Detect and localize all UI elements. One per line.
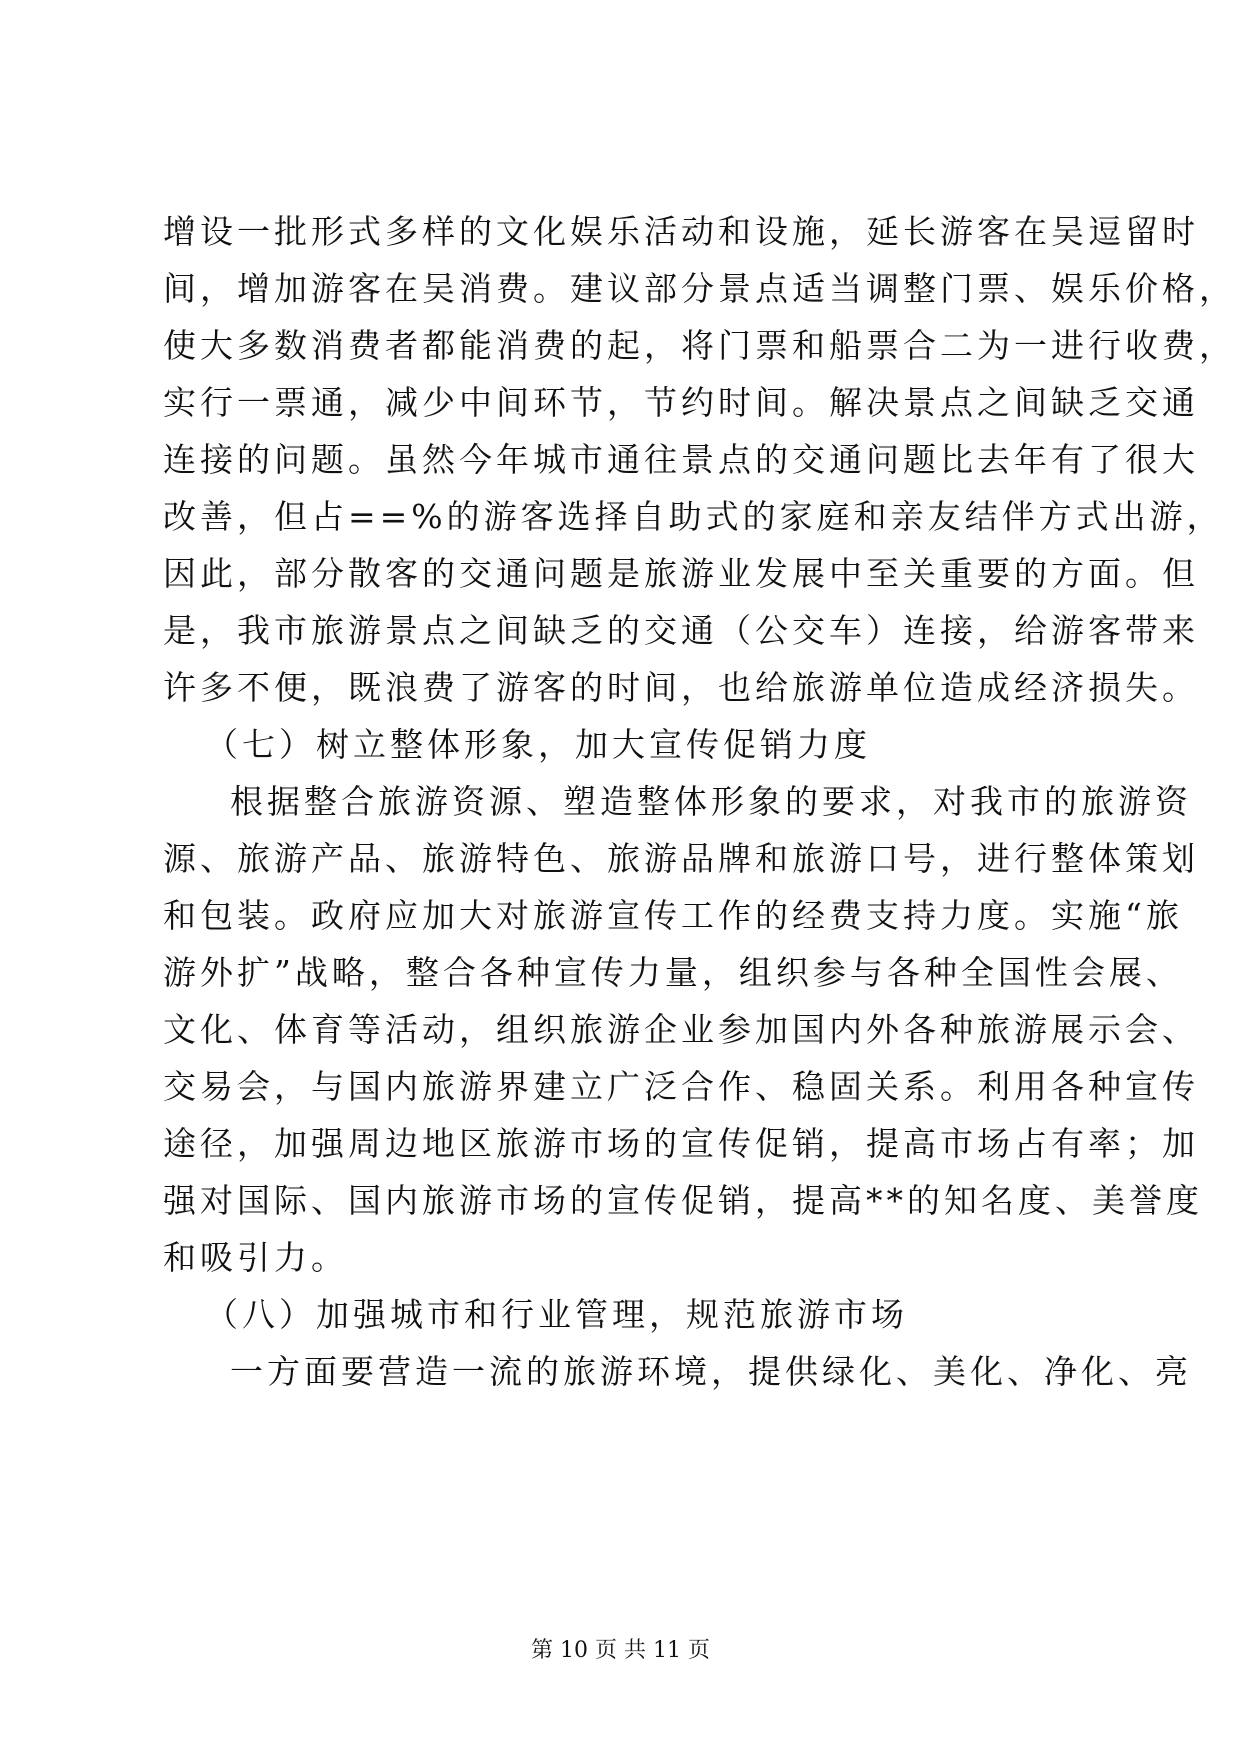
body-text-line: 和包装。政府应加大对旅游宣传工作的经费支持力度。实施“旅 [163, 896, 1183, 935]
body-text-line: 许多不便，既浪费了游客的时间，也给旅游单位造成经济损失。 [163, 668, 1199, 707]
body-text-line: 游外扩”战略，整合各种宣传力量，组织参与各种全国性会展、 [163, 953, 1183, 992]
body-text-line: 改善，但占==%的游客选择自助式的家庭和亲友结伴方式出游， [163, 497, 1224, 536]
body-text-line: 间，增加游客在吴消费。建议部分景点适当调整门票、娱乐价格， [163, 269, 1236, 308]
body-text-line: 增设一批形式多样的文化娱乐活动和设施，延长游客在吴逗留时 [163, 212, 1199, 251]
body-text-line: 是，我市旅游景点之间缺乏的交通（公交车）连接，给游客带来 [163, 611, 1199, 650]
body-text-line: 实行一票通，减少中间环节，节约时间。解决景点之间缺乏交通 [163, 383, 1199, 422]
body-text-line: 源、旅游产品、旅游特色、旅游品牌和旅游口号，进行整体策划 [163, 839, 1199, 878]
body-text-line: 途径，加强周边地区旅游市场的宣传促销，提高市场占有率；加 [163, 1124, 1199, 1163]
body-text-line: 文化、体育等活动，组织旅游企业参加国内外各种旅游展示会、 [163, 1010, 1199, 1049]
body-text-line: 根据整合旅游资源、塑造整体形象的要求，对我市的旅游资 [230, 782, 1192, 821]
body-text-line: 交易会，与国内旅游界建立广泛合作、稳固关系。利用各种宣传 [163, 1067, 1199, 1106]
body-text-line: 强对国际、国内旅游市场的宣传促销，提高**的知名度、美誉度 [163, 1181, 1203, 1220]
section-heading-7: （七）树立整体形象，加大宣传促销力度 [205, 725, 871, 764]
body-text-line: 连接的问题。虽然今年城市通往景点的交通问题比去年有了很大 [163, 440, 1199, 479]
section-heading-8: （八）加强城市和行业管理，规范旅游市场 [205, 1295, 908, 1334]
body-text-line: 因此，部分散客的交通问题是旅游业发展中至关重要的方面。但 [163, 554, 1199, 593]
body-text-line: 一方面要营造一流的旅游环境，提供绿化、美化、净化、亮 [230, 1352, 1192, 1391]
page-footer: 第 10 页 共 11 页 [531, 1638, 710, 1663]
body-text-line: 和吸引力。 [163, 1238, 348, 1277]
body-text-line: 使大多数消费者都能消费的起，将门票和船票合二为一进行收费， [163, 326, 1236, 365]
